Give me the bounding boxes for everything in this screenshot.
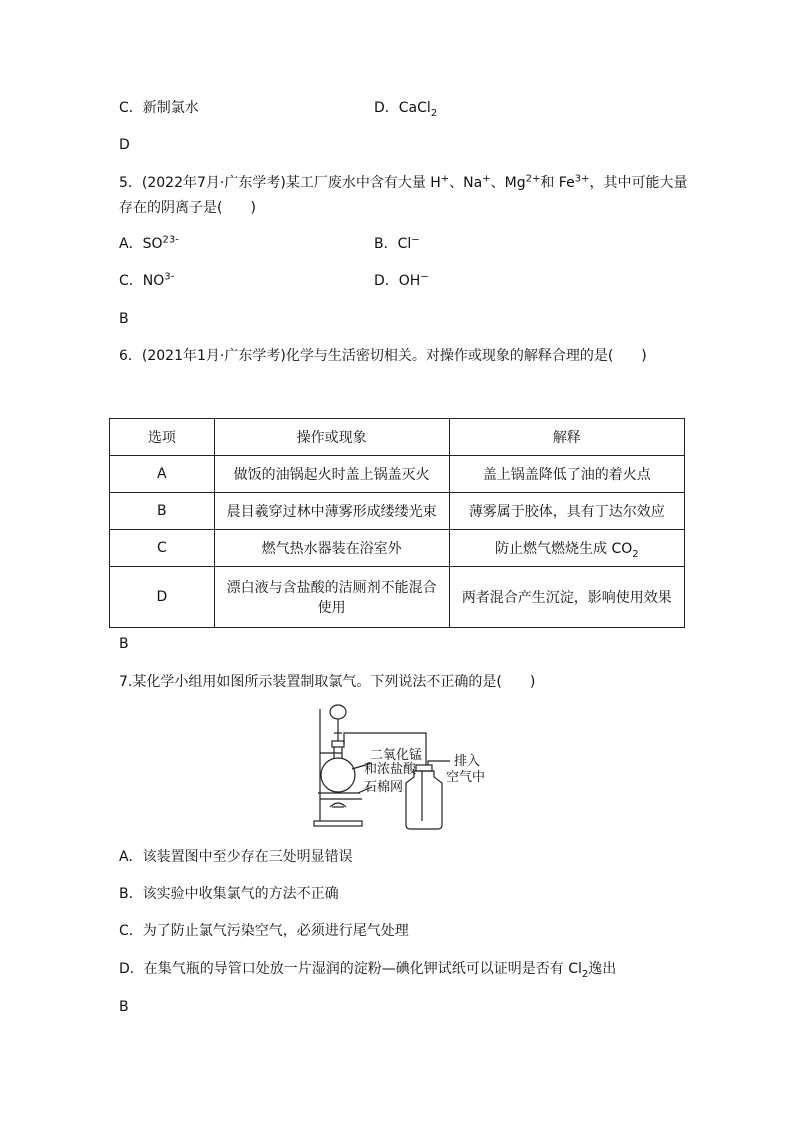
label-gauze: 石棉网 [364, 780, 404, 795]
row-explanation: 薄雾属于胶体，具有丁达尔效应 [449, 493, 684, 530]
table-row [110, 456, 685, 493]
row-explanation: 防止燃气燃烧生成 $CO_2$ [449, 530, 684, 567]
table-row [110, 530, 685, 567]
row-explanation: 盖上锅盖降低了油的着火点 [449, 456, 684, 493]
flask-body [321, 758, 355, 792]
q5-stem-line2: 存在的阴离子是( ) [119, 200, 256, 216]
q5-option-c: C．$NO^{3-}$ [119, 271, 175, 289]
q5-stem-line1: 5．(2022年7月·广东学考)某工厂废水中含有大量 H+、Na+、$Mg^{2+}$和 $Fe^{3+}$，其中可能大量 [119, 173, 688, 191]
label-exhaust-1: 排入 [454, 754, 481, 769]
table-row [110, 567, 685, 628]
row-option: A [110, 456, 215, 493]
q7-option-b: B．该实验中收集氯气的方法不正确 [119, 886, 339, 902]
table-row [110, 493, 685, 530]
q5-option-b: B．Cl− [374, 234, 420, 252]
q6-table [109, 418, 685, 628]
q7-option-c: C．为了防止氯气污染空气，必须进行尾气处理 [119, 923, 409, 939]
q7-stem: 7.某化学小组用如图所示装置制取氯气。下列说法不正确的是( ) [119, 674, 536, 690]
header-phenomenon: 操作或现象 [214, 419, 449, 456]
q6-answer: B [119, 636, 129, 652]
funnel-bulb [330, 705, 346, 719]
q6-stem: 6．(2021年1月·广东学考)化学与生活密切相关。对操作或现象的解释合理的是( ) [119, 348, 647, 364]
stand-base [314, 821, 362, 826]
row-option: C [110, 530, 215, 567]
header-option: 选项 [110, 419, 215, 456]
row-phenomenon: 晨目羲穿过林中薄雾形成缕缕光束 [214, 493, 449, 530]
q5-option-a: A．$SO^{23-}$ [119, 234, 179, 252]
q4-option-c: C．新制氯水 [119, 100, 199, 116]
q7-option-d: D．在集气瓶的导管口处放一片湿润的淀粉—碘化钾试纸可以证明是否有 $Cl_2$逸出 [119, 961, 617, 980]
row-option: D [110, 567, 215, 628]
flask-stopper [332, 741, 344, 747]
row-phenomenon: 漂白液与含盐酸的洁厕剂不能混合 使用 [214, 567, 449, 628]
gas-bottle [406, 771, 442, 829]
q7-option-a: A．该装置图中至少存在三处明显错误 [119, 849, 353, 865]
q5-option-d: D．OH− [374, 271, 429, 289]
q4-answer: D [119, 137, 130, 153]
row-explanation: 两者混合产生沉淀，影响使用效果 [449, 567, 684, 628]
chlorine-apparatus-figure [308, 703, 498, 833]
label-mno2: 二氧化锰 [370, 748, 423, 763]
row-option: B [110, 493, 215, 530]
q4-option-d: D．CaCl$_2$ [374, 100, 438, 119]
q5-answer: B [119, 311, 129, 327]
row-phenomenon: 燃气热水器装在浴室外 [214, 530, 449, 567]
row-phenomenon: 做饭的油锅起火时盖上锅盖灭火 [214, 456, 449, 493]
header-explanation: 解释 [449, 419, 684, 456]
table-header-row [110, 419, 685, 456]
label-hcl: 和浓盐酸 [364, 762, 417, 777]
q7-answer: B [119, 999, 129, 1015]
bottle-stopper [416, 765, 432, 771]
label-exhaust-2: 空气中 [446, 770, 486, 785]
